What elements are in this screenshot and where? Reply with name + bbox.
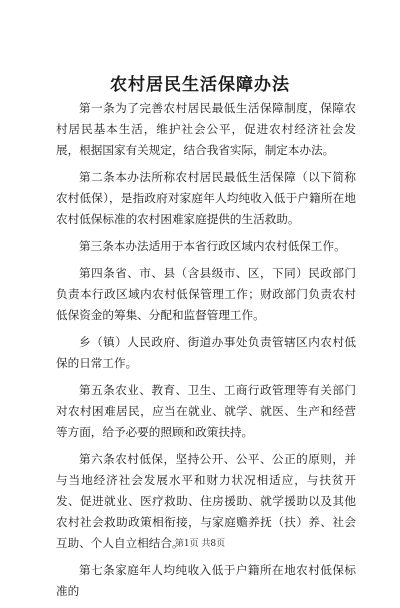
paragraph-article-6: 第六条农村低保，坚持公开、公平、公正的原则，并与当地经济社会发展水平和财力状况相适应，与扶贫开发、促进就业、医疗救助、住房援助、就学援助以及其他农村社会救助政策相衔接，与家庭赡养抚（扶）养、社会互助、个人自立相结合。 [56, 452, 356, 550]
paragraph-article-4-township: 乡（镇）人民政府、街道办事处负责管辖区内农村低保的日常工作。 [56, 335, 356, 370]
paragraph-article-7: 第七条家庭年人均纯收入低于户籍所在地农村低保标准的 [56, 563, 356, 598]
paragraph-article-5: 第五条农业、教育、卫生、工商行政管理等有关部门对农村困难居民，应当在就业、就学、就医、生产和经营等方面，给予必要的照顾和政策扶持。 [56, 383, 356, 439]
page-number-indicator: 第1页 共8页 [174, 539, 226, 549]
paragraph-article-2: 第二条本办法所称农村居民最低生活保障（以下简称农村低保），是指政府对家庭年人均纯收入低于户籍所在地农村低保标准的农村困难家庭提供的生活救助。 [56, 170, 356, 226]
paragraph-article-3: 第三条本办法适用于本省行政区域内农村低保工作。 [79, 239, 346, 253]
document-body [56, 98, 356, 608]
document-title: 农村居民生活保障办法 [110, 75, 290, 95]
paragraph-article-4: 第四条省、市、县（含县级市、区，下同）民政部门负责本行政区域内农村低保管理工作；财政部门负责农村低保资金的筹集、分配和监督管理工作。 [56, 266, 356, 322]
paragraph-article-1: 第一条为了完善农村居民最低生活保障制度，保障农村居民基本生活，维护社会公平，促进农村经济社会发展，根据国家有关规定，结合我省实际，制定本办法。 [56, 101, 356, 157]
